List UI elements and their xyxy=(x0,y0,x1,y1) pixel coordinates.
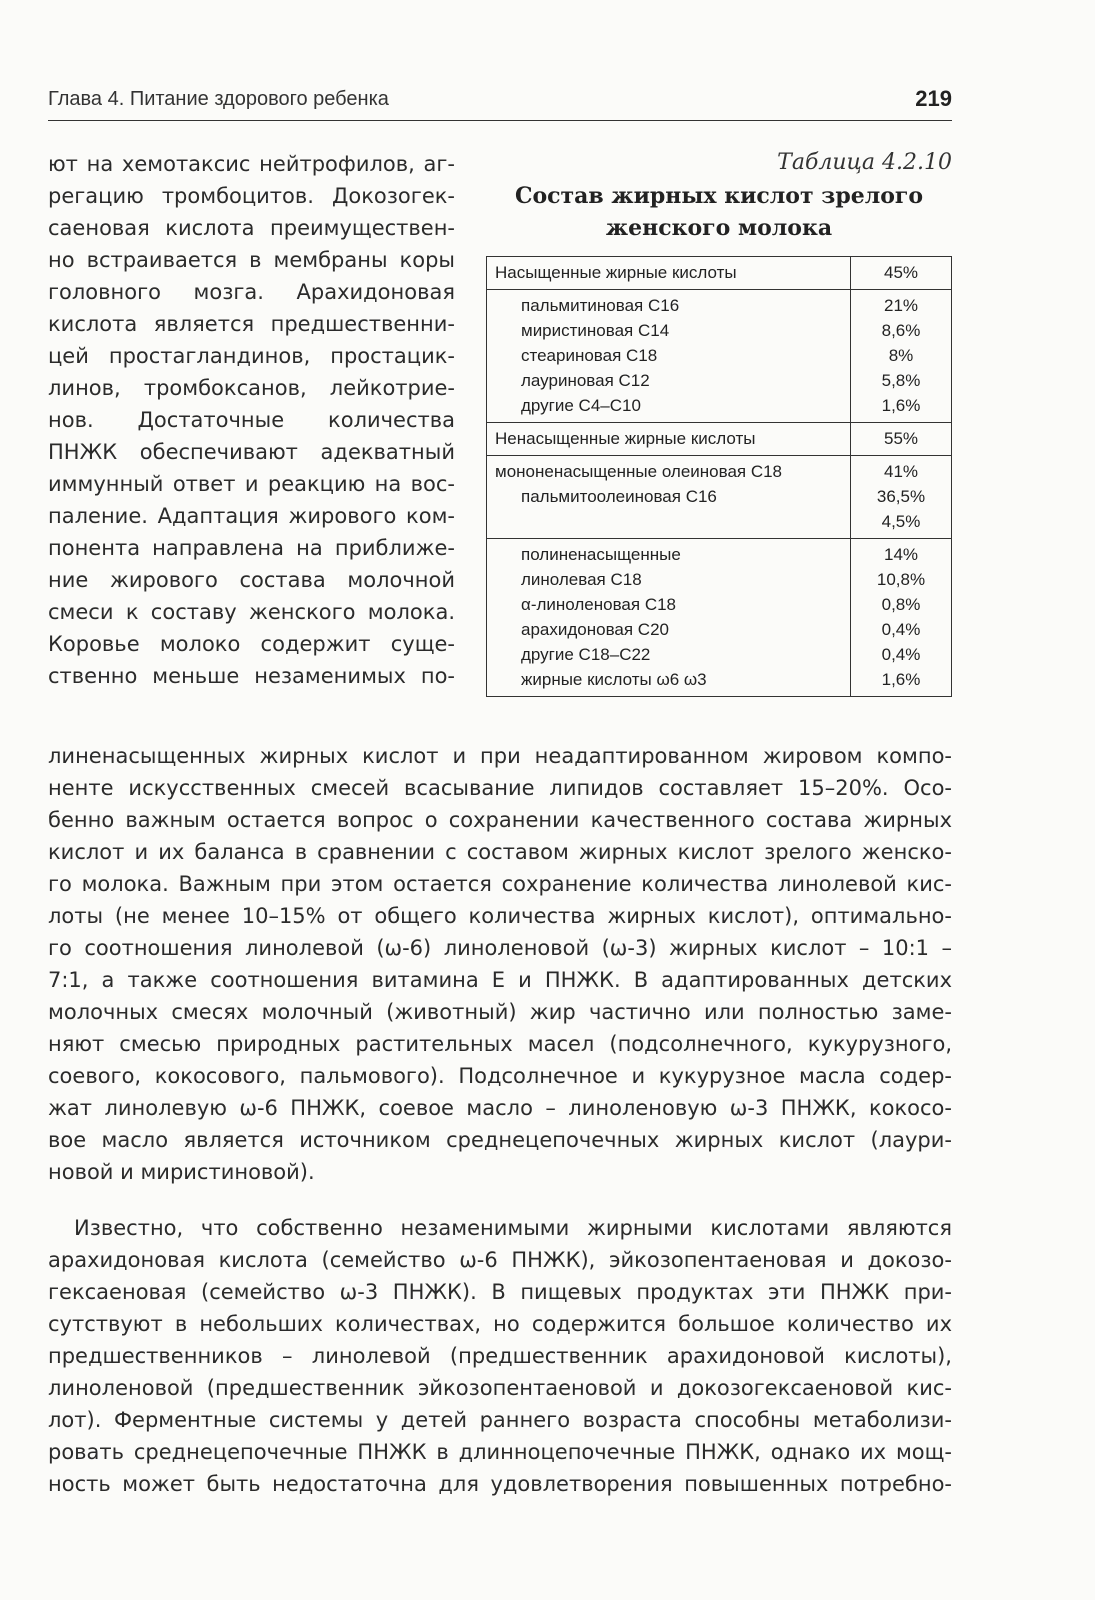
table-row xyxy=(487,539,952,697)
acid-value: 8% xyxy=(888,346,914,365)
text-line: но встраивается в мембраны коры xyxy=(48,248,455,272)
names-cell xyxy=(487,539,851,697)
text-line: ние жирового состава молочной xyxy=(48,568,455,592)
fatty-acids-table xyxy=(486,256,952,697)
acid-name: арахидоновая C20 xyxy=(521,620,669,639)
acid-name: другие C4–C10 xyxy=(521,396,641,415)
text-line: соевого, кокосового, пальмового). Подсолнечное и кукурузное масла содер- xyxy=(48,1064,952,1088)
names-cell xyxy=(487,290,851,423)
text-line: го молока. Важным при этом остается сохранение количества линолевой кис- xyxy=(48,872,952,896)
acid-name: другие C18–C22 xyxy=(521,645,651,664)
table-row xyxy=(487,423,952,456)
acid-name: пальмитоолеиновая C16 xyxy=(521,487,717,506)
table-row xyxy=(487,257,952,290)
text-line: вое масло является источником среднецепочечных жирных кислот (лаури- xyxy=(48,1128,952,1152)
text-line: 7:1, а также соотношения витамина Е и ПНЖК. В адаптированных детских xyxy=(48,968,952,992)
body-paragraph xyxy=(48,1212,952,1500)
group-value: 55% xyxy=(851,423,952,456)
acid-value: 1,6% xyxy=(881,396,921,415)
acid-name: α-линоленовая C18 xyxy=(521,595,677,614)
text-line: ровать среднецепочечные ПНЖК в длинноцепочечные ПНЖК, однако их мощ- xyxy=(48,1440,952,1464)
text-line: няют смесью природных растительных масел (подсолнечного, кукурузного, xyxy=(48,1032,952,1056)
text-line: ственно меньше незаменимых по- xyxy=(48,664,455,688)
text-line: смеси к составу женского молока. xyxy=(48,600,455,624)
text-line: арахидоновая кислота (семейство ω-6 ПНЖК), эйкозопентаеновая и докозо- xyxy=(48,1248,952,1272)
text-line: нов. Достаточные количества xyxy=(48,408,455,432)
acid-value: 36,5% xyxy=(876,487,926,506)
group-value: 45% xyxy=(851,257,952,290)
acid-name xyxy=(495,509,842,534)
text-line: цей простагландинов, простацик- xyxy=(48,344,455,368)
text-line: лоты (не менее 10–15% от общего количества жирных кислот), оптимально- xyxy=(48,904,952,928)
text-line: сутствуют в небольших количествах, но содержится большое количество их xyxy=(48,1312,952,1336)
text-line: ют на хемотаксис нейтрофилов, аг- xyxy=(48,152,455,176)
values-cell xyxy=(851,456,952,539)
text-line: го соотношения линолевой (ω-6) линоленовой (ω-3) жирных кислот – 10:1 – xyxy=(48,936,952,960)
text-line: регацию тромбоцитов. Докозогек- xyxy=(48,184,455,208)
text-line: Коровье молоко содержит суще- xyxy=(48,632,455,656)
text-line: линенасыщенных жирных кислот и при неадаптированном жировом компо- xyxy=(48,744,952,768)
acid-name: полиненасыщенные xyxy=(521,545,681,564)
acid-value: 0,8% xyxy=(881,595,921,614)
table-title-line: Состав жирных кислот зрелого xyxy=(514,183,924,209)
acid-value: 41% xyxy=(883,462,919,481)
table-row xyxy=(487,290,952,423)
acid-value: 0,4% xyxy=(881,620,921,639)
acid-name: мононенасыщенные олеиновая C18 xyxy=(495,462,783,481)
chapter-title: Глава 4. Питание здорового ребенка xyxy=(48,88,389,110)
left-column-text xyxy=(48,148,455,692)
text-line: паление. Адаптация жирового ком- xyxy=(48,504,455,528)
acid-value: 0,4% xyxy=(881,645,921,664)
text-line: бенно важным остается вопрос о сохранении качественного состава жирных xyxy=(48,808,952,832)
text-line: новой и миристиновой). xyxy=(48,1160,315,1184)
acid-name: жирные кислоты ω6 ω3 xyxy=(521,670,707,689)
text-line: молочных смесях молочный (животный) жир частично или полностью заме- xyxy=(48,1000,952,1024)
text-line: саеновая кислота преимуществен- xyxy=(48,216,455,240)
text-line: линоленовой (предшественник эйкозопентаеновой и докозогексаеновой кис- xyxy=(48,1376,952,1400)
body-paragraph xyxy=(48,740,952,1188)
text-line: иммунный ответ и реакцию на вос- xyxy=(48,472,455,496)
running-header xyxy=(48,86,952,121)
text-line: ненте искусственных смесей всасывание липидов составляет 15–20%. Осо- xyxy=(48,776,952,800)
text-line: Известно, что собственно незаменимыми жирными кислотами являются xyxy=(74,1216,952,1240)
acid-name: стеариновая C18 xyxy=(521,346,658,365)
names-cell xyxy=(487,456,851,539)
text-line: ПНЖК обеспечивают адекватный xyxy=(48,440,455,464)
acid-value: 4,5% xyxy=(881,512,921,531)
text-line: предшественников – линолевой (предшественник арахидоновой кислоты), xyxy=(48,1344,952,1368)
table-number: Таблица 4.2.10 xyxy=(777,150,952,175)
table-row xyxy=(487,456,952,539)
text-line: жат линолевую ω-6 ПНЖК, соевое масло – линоленовую ω-3 ПНЖК, кокосо- xyxy=(48,1096,952,1120)
values-cell xyxy=(851,290,952,423)
text-line: линов, тромбоксанов, лейкотрие- xyxy=(48,376,455,400)
page-number: 219 xyxy=(915,86,952,111)
text-line: ность может быть недостаточна для удовлетворения повышенных потребно- xyxy=(48,1472,952,1496)
acid-value: 10,8% xyxy=(876,570,926,589)
text-line: лот). Ферментные системы у детей раннего возраста способны метаболизи- xyxy=(48,1408,952,1432)
acid-value: 21% xyxy=(883,296,919,315)
values-cell xyxy=(851,539,952,697)
acid-name: пальмитиновая C16 xyxy=(521,296,680,315)
acid-value: 1,6% xyxy=(881,670,921,689)
acid-name: лауриновая C12 xyxy=(521,371,650,390)
group-label: Насыщенные жирные кислоты xyxy=(487,257,851,290)
text-line: головного мозга. Арахидоновая xyxy=(48,280,455,304)
table-title xyxy=(486,180,952,244)
acid-value: 8,6% xyxy=(881,321,921,340)
text-line: понента направлена на приближе- xyxy=(48,536,455,560)
acid-name: миристиновая C14 xyxy=(521,321,670,340)
text-line: кислота является предшественни- xyxy=(48,312,455,336)
text-line: кислот и их баланса в сравнении с составом жирных кислот зрелого женско- xyxy=(48,840,952,864)
text-line: гексаеновая (семейство ω-3 ПНЖК). В пищевых продуктах эти ПНЖК при- xyxy=(48,1280,952,1304)
acid-name: линолевая C18 xyxy=(521,570,642,589)
acid-value: 14% xyxy=(883,545,919,564)
table-title-line: женского молока xyxy=(605,215,833,241)
acid-value: 5,8% xyxy=(881,371,921,390)
group-label: Ненасыщенные жирные кислоты xyxy=(487,423,851,456)
